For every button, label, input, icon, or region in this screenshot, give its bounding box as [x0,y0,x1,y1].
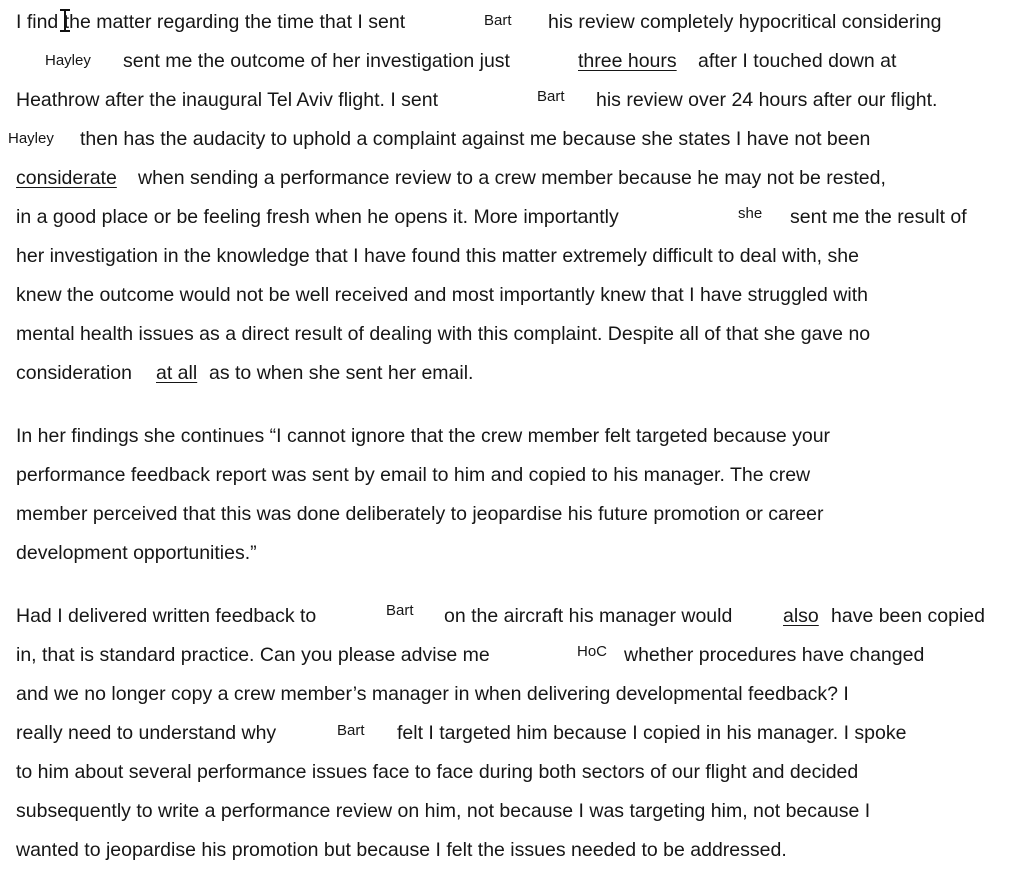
text-segment: felt I targeted him because I copied in his manager. I spoke [397,722,907,744]
text-segment: have been copied [831,605,985,627]
text-segment: whether procedures have changed [624,644,925,666]
inserted-name-hayley: Hayley [8,130,54,147]
text-segment: I find the matter regarding the time that I sent [16,11,406,33]
text-segment: sent me the result of [790,206,967,228]
text-segment: his review completely hypocritical considering [548,11,942,33]
text-segment: to him about several performance issues face to face during both sectors of our flight and decided [16,761,859,783]
text-segment: member perceived that this was done deliberately to jeopardise his future promotion or career [16,503,824,525]
text-segment: in, that is standard practice. Can you please advise me [16,644,490,666]
text-segment: subsequently to write a performance review on him, not because I was targeting him, not because I [16,800,871,822]
text-segment: consideration [16,362,132,384]
text-segment: In her findings she continues “I cannot ignore that the crew member felt targeted because your [16,425,831,447]
text-segment: Had I delivered written feedback to [16,605,317,627]
text-segment: after I touched down at [698,50,897,72]
underlined-text: at all [156,362,198,384]
inserted-name-bart: Bart [337,722,365,739]
text-segment: his review over 24 hours after our flight. [596,89,938,111]
text-segment: mental health issues as a direct result of dealing with this complaint. Despite all of that she gave no [16,323,871,345]
inserted-word-hoc: HoC [577,643,608,660]
text-segment: wanted to jeopardise his promotion but because I felt the issues needed to be addressed. [16,839,787,861]
text-segment: when sending a performance review to a crew member because he may not be rested, [138,167,886,189]
inserted-name-hayley: Hayley [45,52,91,69]
inserted-word-she: she [738,205,763,222]
text-segment: as to when she sent her email. [209,362,474,384]
inserted-name-bart: Bart [484,12,512,29]
text-segment: then has the audacity to uphold a complaint against me because she states I have not been [80,128,871,150]
text-segment: really need to understand why [16,722,277,744]
text-segment: performance feedback report was sent by email to him and copied to his manager. The crew [16,464,811,486]
text-segment: sent me the outcome of her investigation just [123,50,510,72]
text-segment: on the aircraft his manager would [444,605,733,627]
underlined-text: considerate [16,167,117,189]
text-segment: Heathrow after the inaugural Tel Aviv flight. I sent [16,89,439,111]
underlined-text: also [783,605,819,627]
text-segment: in a good place or be feeling fresh when he opens it. More importantly [16,206,619,228]
inserted-name-bart: Bart [386,602,414,619]
underlined-text: three hours [578,50,677,72]
text-segment: knew the outcome would not be well received and most importantly knew that I have struggled with [16,284,868,306]
inserted-name-bart: Bart [537,88,565,105]
text-segment: and we no longer copy a crew member’s manager in when delivering developmental feedback? I [16,683,849,705]
text-segment: development opportunities.” [16,542,257,564]
text-segment: her investigation in the knowledge that I have found this matter extremely difficult to deal with, she [16,245,859,267]
